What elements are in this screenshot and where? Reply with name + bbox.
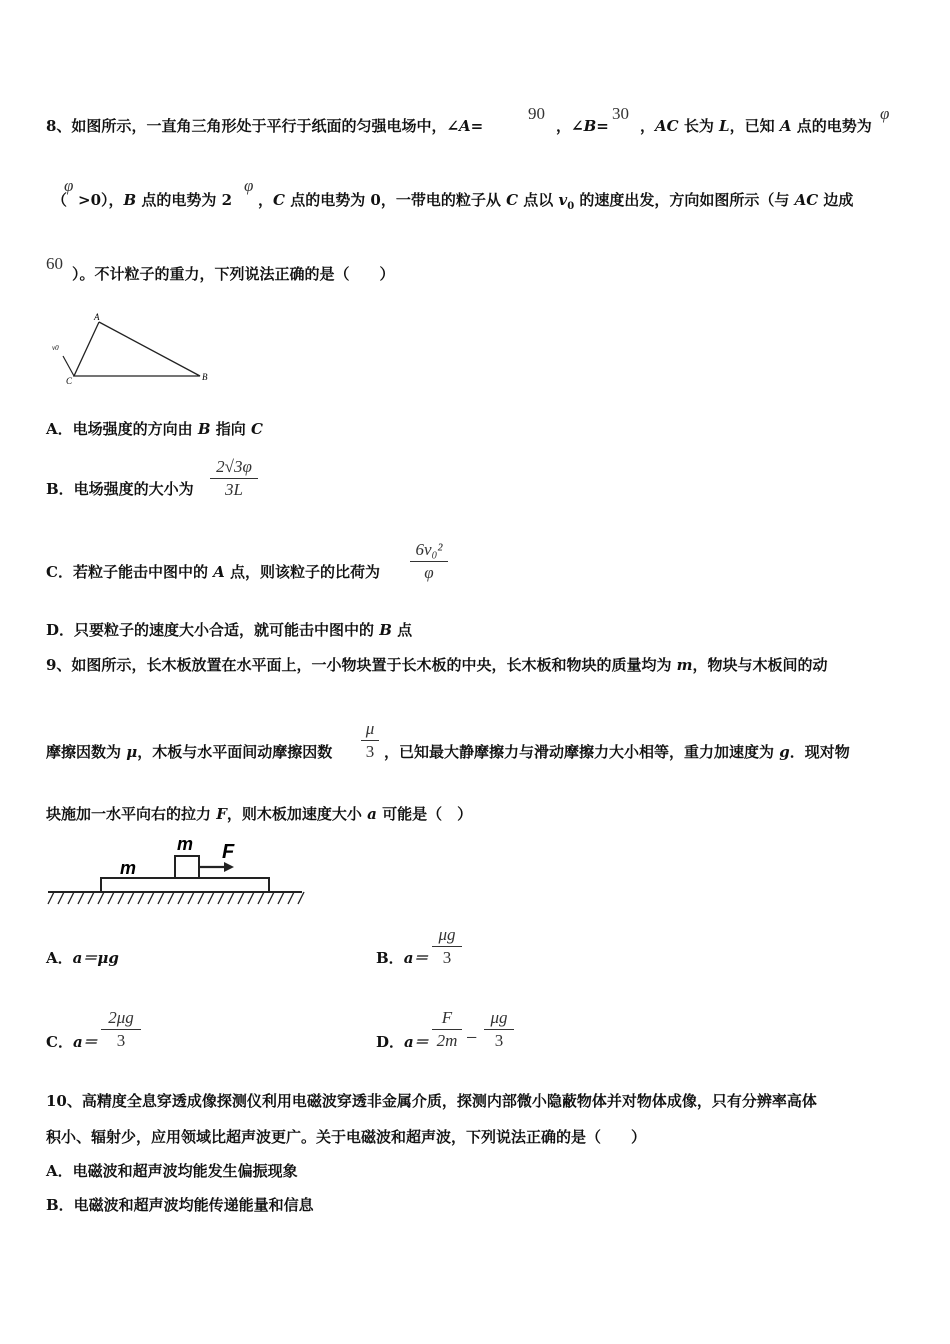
q8-option-b: B．电场强度的大小为 — [46, 480, 194, 498]
board-block-figure — [44, 832, 306, 912]
board-mass-label: m — [120, 858, 137, 878]
vertex-b-label: B — [202, 372, 208, 382]
q8-option-d: D．只要粒子的速度大小合适，就可能击中图中的 B 点 — [46, 621, 413, 639]
q8-option-c: C．若粒子能击中图中的 A 点，则该粒子的比荷为 — [46, 563, 381, 581]
q9-option-d-fraction-1: F 2m — [432, 1008, 462, 1051]
vertex-a-label: A — [94, 312, 100, 322]
q10-line1: 10、高精度全息穿透成像探测仪利用电磁波穿透非金属介质，探测内部微小隐蔽物体并对物体成像，只有分辨率高体 — [46, 1092, 817, 1110]
q10-option-b: B．电磁波和超声波均能传递能量和信息 — [46, 1196, 314, 1214]
q8-option-c-fraction: 6v₀² φ — [410, 540, 448, 583]
v0-label: v0 — [52, 344, 59, 352]
force-label: F — [222, 841, 235, 863]
q9-line1: 9、如图所示，长木板放置在水平面上，一小物块置于长木板的中央，长木板和物块的质量均为 m，物块与木板间的动 — [46, 656, 828, 674]
phi-symbol-3: φ — [244, 176, 254, 195]
q9-option-d-fraction-2: μg 3 — [484, 1008, 514, 1051]
q9-option-b: B．a＝ — [376, 949, 429, 967]
force-arrow-head — [224, 862, 234, 872]
vertex-c-label: C — [66, 376, 73, 386]
q9-option-c: C．a＝ — [46, 1033, 98, 1051]
ground-hatching — [48, 892, 304, 904]
block-mass-label: m — [177, 834, 194, 854]
q10-option-a: A．电磁波和超声波均能发生偏振现象 — [46, 1162, 298, 1180]
q9-friction-fraction: μ 3 — [361, 719, 379, 762]
small-block — [175, 856, 199, 878]
q10-line2: 积小、辐射少，应用领域比超声波更广。关于电磁波和超声波，下列说法正确的是（ ） — [46, 1128, 647, 1146]
triangle-shape — [74, 322, 200, 376]
q8-line3: ）。不计粒子的重力，下列说法正确的是（ ） — [72, 265, 395, 283]
q8-line2: （ — [52, 191, 68, 209]
minus-sign: − — [466, 1027, 478, 1049]
angle-b-value: 30 — [612, 104, 629, 123]
velocity-vector — [63, 356, 74, 376]
q8-option-a: A．电场强度的方向由 B 指向 C — [46, 420, 263, 438]
q8-option-b-fraction: 2√3φ 3L — [210, 457, 258, 500]
q9-option-d: D．a＝ — [376, 1033, 429, 1051]
angle-60-value: 60 — [46, 254, 63, 273]
long-board — [101, 878, 269, 892]
phi-symbol-1: φ — [880, 104, 890, 123]
q9-option-b-fraction: μg 3 — [432, 925, 462, 968]
q9-option-c-fraction: 2μg 3 — [101, 1008, 141, 1051]
triangle-figure — [46, 310, 216, 390]
q9-option-a: A．a＝μg — [46, 949, 119, 967]
q8-line1: 8、如图所示，一直角三角形处于平行于纸面的匀强电场中，∠A= — [46, 117, 484, 135]
q9-line2: 摩擦因数为 μ，木板与水平面间动摩擦因数 — [46, 743, 333, 761]
q9-line3: 块施加一水平向右的拉力 F，则木板加速度大小 a 可能是（ ） — [46, 805, 473, 823]
angle-a-value: 90 — [528, 104, 545, 123]
phi-symbol-2: φ — [64, 176, 74, 195]
